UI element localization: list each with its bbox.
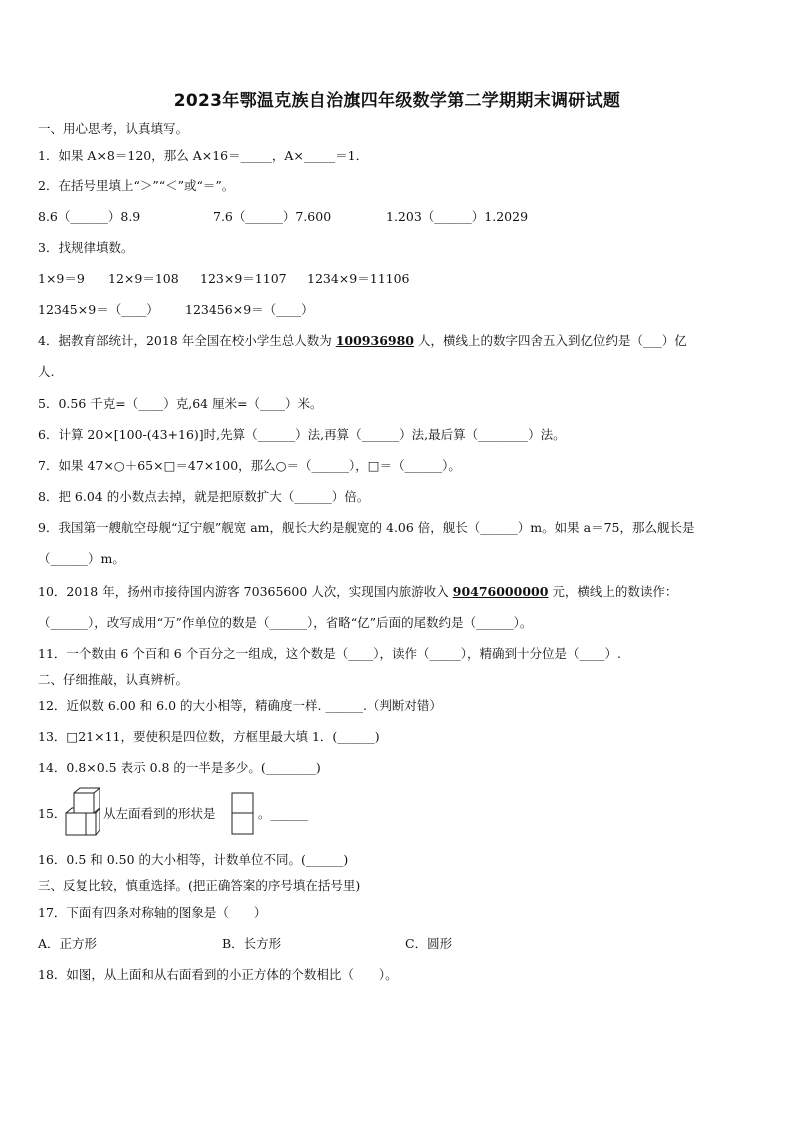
question-3-equation: 1×9＝9 [38, 271, 85, 286]
question-15-number: 15． [38, 806, 67, 821]
question-4-text: 4．据教育部统计，2018 年全国在校小学生总人数为 [38, 333, 336, 348]
page-title: 2023年鄂温克族自治旗四年级数学第二学期期末调研试题 [173, 91, 621, 111]
stacked-cubes-figure [64, 787, 100, 839]
question-5: 5．0.56 千克=（____）克,64 厘米=（____）米。 [38, 396, 323, 411]
question-17: 17．下面有四条对称轴的图象是（ ） [38, 905, 267, 920]
question-2-item: 8.6（______）8.9 [38, 209, 141, 224]
left-view-figure [231, 792, 255, 836]
question-15-answer-blank: 。______ [258, 806, 309, 821]
question-15-text: 从左面看到的形状是 [103, 806, 216, 821]
section-heading-1: 一、用心思考，认真填写。 [38, 121, 189, 136]
question-9-continuation: （______）m。 [38, 551, 125, 566]
question-3: 3．找规律填数。 [38, 240, 134, 255]
question-7: 7．如果 47×○＋65×□＝47×100，那么○＝（______），□＝（______）。 [38, 458, 461, 473]
question-4-continuation: 人. [38, 364, 55, 379]
question-2-item: 1.203（______）1.2029 [386, 209, 529, 224]
question-3-equation: 12×9＝108 [108, 271, 179, 286]
question-11: 11．一个数由 6 个百和 6 个百分之一组成，这个数是（____），读作（_____），精确到十分位是（____）. [38, 646, 621, 661]
question-3-blank: 123456×9＝（____） [185, 302, 314, 317]
question-13: 13．□21×11，要使积是四位数，方框里最大填 1．(______) [38, 729, 380, 744]
question-4-text-end: 人，横线上的数字四舍五入到亿位约是（___）亿 [414, 333, 687, 348]
question-3-equation: 1234×9＝11106 [307, 271, 410, 286]
question-10-text: 10．2018 年，扬州市接待国内游客 70365600 人次，实现国内旅游收入 [38, 584, 453, 599]
question-2: 2．在括号里填上“＞”“＜”或“＝”。 [38, 178, 235, 193]
question-8: 8．把 6.04 的小数点去掉，就是把原数扩大（______）倍。 [38, 489, 370, 504]
question-17-option-a: A．正方形 [38, 936, 98, 951]
question-17-option-c: C．圆形 [405, 936, 453, 951]
question-12: 12．近似数 6.00 和 6.0 的大小相等，精确度一样. ______.（判断对错） [38, 698, 442, 713]
section-heading-2: 二、仔细推敲，认真辨析。 [38, 672, 189, 687]
question-10-continuation: （______），改写成用“万”作单位的数是（______），省略“亿”后面的尾数约是（______）。 [38, 615, 533, 630]
question-2-item: 7.6（______）7.600 [213, 209, 332, 224]
question-1: 1．如果 A×8＝120，那么 A×16＝_____，A×_____＝1． [38, 148, 369, 163]
question-18: 18．如图，从上面和从右面看到的小正方体的个数相比（ ）。 [38, 967, 398, 982]
question-10-underlined-number: 90476000000 [452, 584, 549, 599]
question-10 [38, 584, 677, 600]
question-4 [38, 333, 687, 349]
section-heading-3: 三、反复比较，慎重选择。(把正确答案的序号填在括号里) [38, 878, 361, 893]
question-4-underlined-number: 100936980 [335, 333, 414, 348]
question-16: 16．0.5 和 0.50 的大小相等，计数单位不同。(______) [38, 852, 349, 867]
question-14: 14．0.8×0.5 表示 0.8 的一半是多少。(________) [38, 760, 321, 775]
question-10-text-end: 元，横线上的数读作： [548, 584, 678, 599]
question-9: 9．我国第一艘航空母舰“辽宁舰”舰宽 am，舰长大约是舰宽的 4.06 倍，舰长（______）m。如果 a＝75，那么舰长是 [38, 520, 695, 535]
question-6: 6．计算 20×[100-(43+16)]时,先算（______）法,再算（______）法,最后算（________）法。 [38, 427, 566, 442]
question-3-equation: 123×9＝1107 [200, 271, 287, 286]
question-17-option-b: B．长方形 [222, 936, 282, 951]
question-3-blank: 12345×9＝（____） [38, 302, 159, 317]
